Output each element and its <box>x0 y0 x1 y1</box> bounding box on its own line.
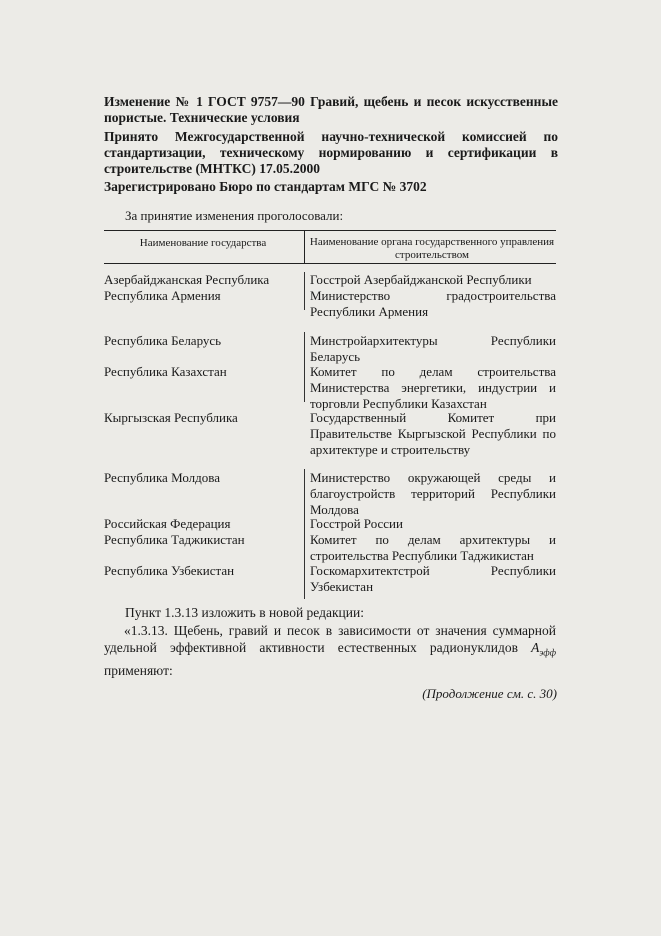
activity-symbol-subscript: эфф <box>539 647 557 658</box>
table-header-rule <box>104 263 556 264</box>
clause-instruction: Пункт 1.3.13 изложить в новой редакции: <box>125 605 364 620</box>
column-header-organ: Наименование органа государственного управления строительством <box>309 236 555 261</box>
table-row-organ: Министерство градостроительства Республики Армения <box>310 288 556 319</box>
table-row-state: Республика Таджикистан <box>104 532 245 547</box>
table-row-state: Республика Казахстан <box>104 364 227 379</box>
amendment-title: Изменение № 1 ГОСТ 9757—90 Гравий, щебень и песок искусственные пористые. Технические условия <box>104 94 558 125</box>
clause-body-end: применяют: <box>104 662 173 678</box>
table-row-state: Республика Беларусь <box>104 333 222 348</box>
table-row-organ: Комитет по делам архитектуры и строительства Республики Таджикистан <box>310 532 556 563</box>
column-divider <box>304 469 305 599</box>
clause-body: «1.3.13. Щебень, гравий и песок в зависимости от значения суммарной удельной эффективной активности естественных радионуклидов <box>104 623 556 655</box>
table-row-state: Республика Молдова <box>104 470 220 485</box>
voting-intro: За принятие изменения проголосовали: <box>125 208 344 223</box>
table-row-state: Республика Узбекистан <box>104 563 235 578</box>
table-row-organ: Минстройархитектуры Республики Беларусь <box>310 333 556 364</box>
activity-symbol: A <box>531 640 540 655</box>
table-row-organ: Государственный Комитет при Правительстве Кыргызской Республики по архитектуре и строительству <box>310 410 556 457</box>
table-row-state: Азербайджанская Республика <box>104 272 270 287</box>
adoption-note: Принято Межгосударственной научно-технической комиссией по стандартизации, техническому нормированию и сертификации в строительстве (МНТКС) 17.05.2000 <box>104 129 558 176</box>
table-row-organ: Госстрой Азербайджанской Республики <box>310 272 532 287</box>
registration-note: Зарегистрировано Бюро по стандартам МГС № 3702 <box>104 179 427 194</box>
column-divider <box>304 332 305 402</box>
table-row-organ: Министерство окружающей среды и благоустройств территорий Республики Молдова <box>310 470 556 517</box>
table-row-state: Кыргызская Республика <box>104 410 238 425</box>
continuation-note: (Продолжение см. с. 30) <box>422 686 557 701</box>
table-header-divider <box>304 230 305 263</box>
clause-text <box>104 622 556 679</box>
table-row-state: Республика Армения <box>104 288 221 303</box>
column-header-state: Наименование государства <box>139 237 267 249</box>
table-row-organ: Госстрой России <box>310 516 403 531</box>
table-row-state: Российская Федерация <box>104 516 231 531</box>
table-row-organ: Комитет по делам строительства Министерства энергетики, индустрии и торговли Республики Казахстан <box>310 364 556 411</box>
column-divider <box>304 272 305 310</box>
table-row-organ: Госкомархитектстрой Республики Узбекистан <box>310 563 556 594</box>
table-top-rule <box>104 230 556 231</box>
